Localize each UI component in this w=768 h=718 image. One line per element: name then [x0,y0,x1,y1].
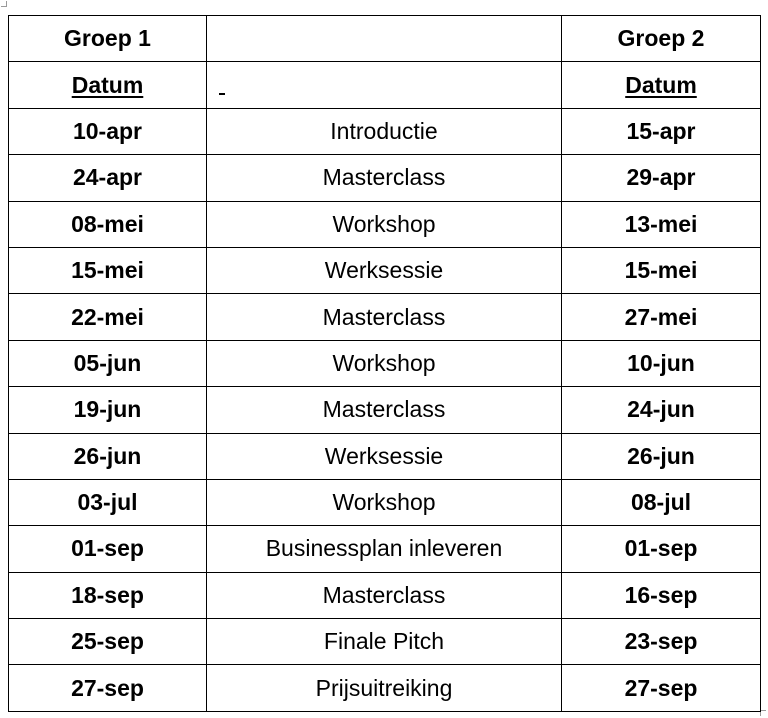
group1-date: 26-jun [9,433,207,479]
activity-name: Introductie [207,108,562,154]
group2-header: Groep 2 [562,16,761,62]
page-corner-marker [1,1,7,7]
group2-date: 27-mei [562,294,761,340]
activity-name: Masterclass [207,294,562,340]
activity-header [207,16,562,62]
table-row [9,572,761,618]
group1-header: Groep 1 [9,16,207,62]
activity-name: Businessplan inleveren [207,526,562,572]
group2-date: 23-sep [562,619,761,665]
date-header-row [9,62,761,108]
group1-date: 22-mei [9,294,207,340]
group2-date: 08-jul [562,479,761,525]
table-row [9,294,761,340]
activity-name: Prijsuitreiking [207,665,562,711]
activity-name: Finale Pitch [207,619,562,665]
table-row [9,155,761,201]
group2-date-header: Datum [562,62,761,108]
group2-date: 29-apr [562,155,761,201]
table-row [9,340,761,386]
table-row [9,479,761,525]
group1-date: 19-jun [9,387,207,433]
table-row [9,526,761,572]
table-row [9,201,761,247]
activity-name: Masterclass [207,572,562,618]
table-row [9,433,761,479]
group1-date: 25-sep [9,619,207,665]
activity-name: Werksessie [207,433,562,479]
group2-date: 15-mei [562,247,761,293]
group-header-row [9,16,761,62]
group1-date: 01-sep [9,526,207,572]
group2-date: 16-sep [562,572,761,618]
group1-date: 05-jun [9,340,207,386]
group2-date: 24-jun [562,387,761,433]
activity-name: Masterclass [207,155,562,201]
group1-date: 03-jul [9,479,207,525]
table-row [9,108,761,154]
activity-name: Workshop [207,479,562,525]
activity-name: Workshop [207,201,562,247]
group2-date: 27-sep [562,665,761,711]
group2-date: 01-sep [562,526,761,572]
activity-subheader [207,62,562,108]
group2-date: 13-mei [562,201,761,247]
table-row [9,665,761,711]
schedule-table [8,15,761,712]
group1-date: 24-apr [9,155,207,201]
activity-name: Masterclass [207,387,562,433]
group1-date: 27-sep [9,665,207,711]
group2-date: 10-jun [562,340,761,386]
group1-date: 10-apr [9,108,207,154]
group1-date: 08-mei [9,201,207,247]
table-row [9,247,761,293]
group1-date: 18-sep [9,572,207,618]
table-row [9,619,761,665]
activity-name: Werksessie [207,247,562,293]
group2-date: 26-jun [562,433,761,479]
table-row [9,387,761,433]
group1-date-header: Datum [9,62,207,108]
schedule-body [9,108,761,711]
group1-date: 15-mei [9,247,207,293]
text-cursor-mark [219,93,225,95]
activity-name: Workshop [207,340,562,386]
group2-date: 15-apr [562,108,761,154]
